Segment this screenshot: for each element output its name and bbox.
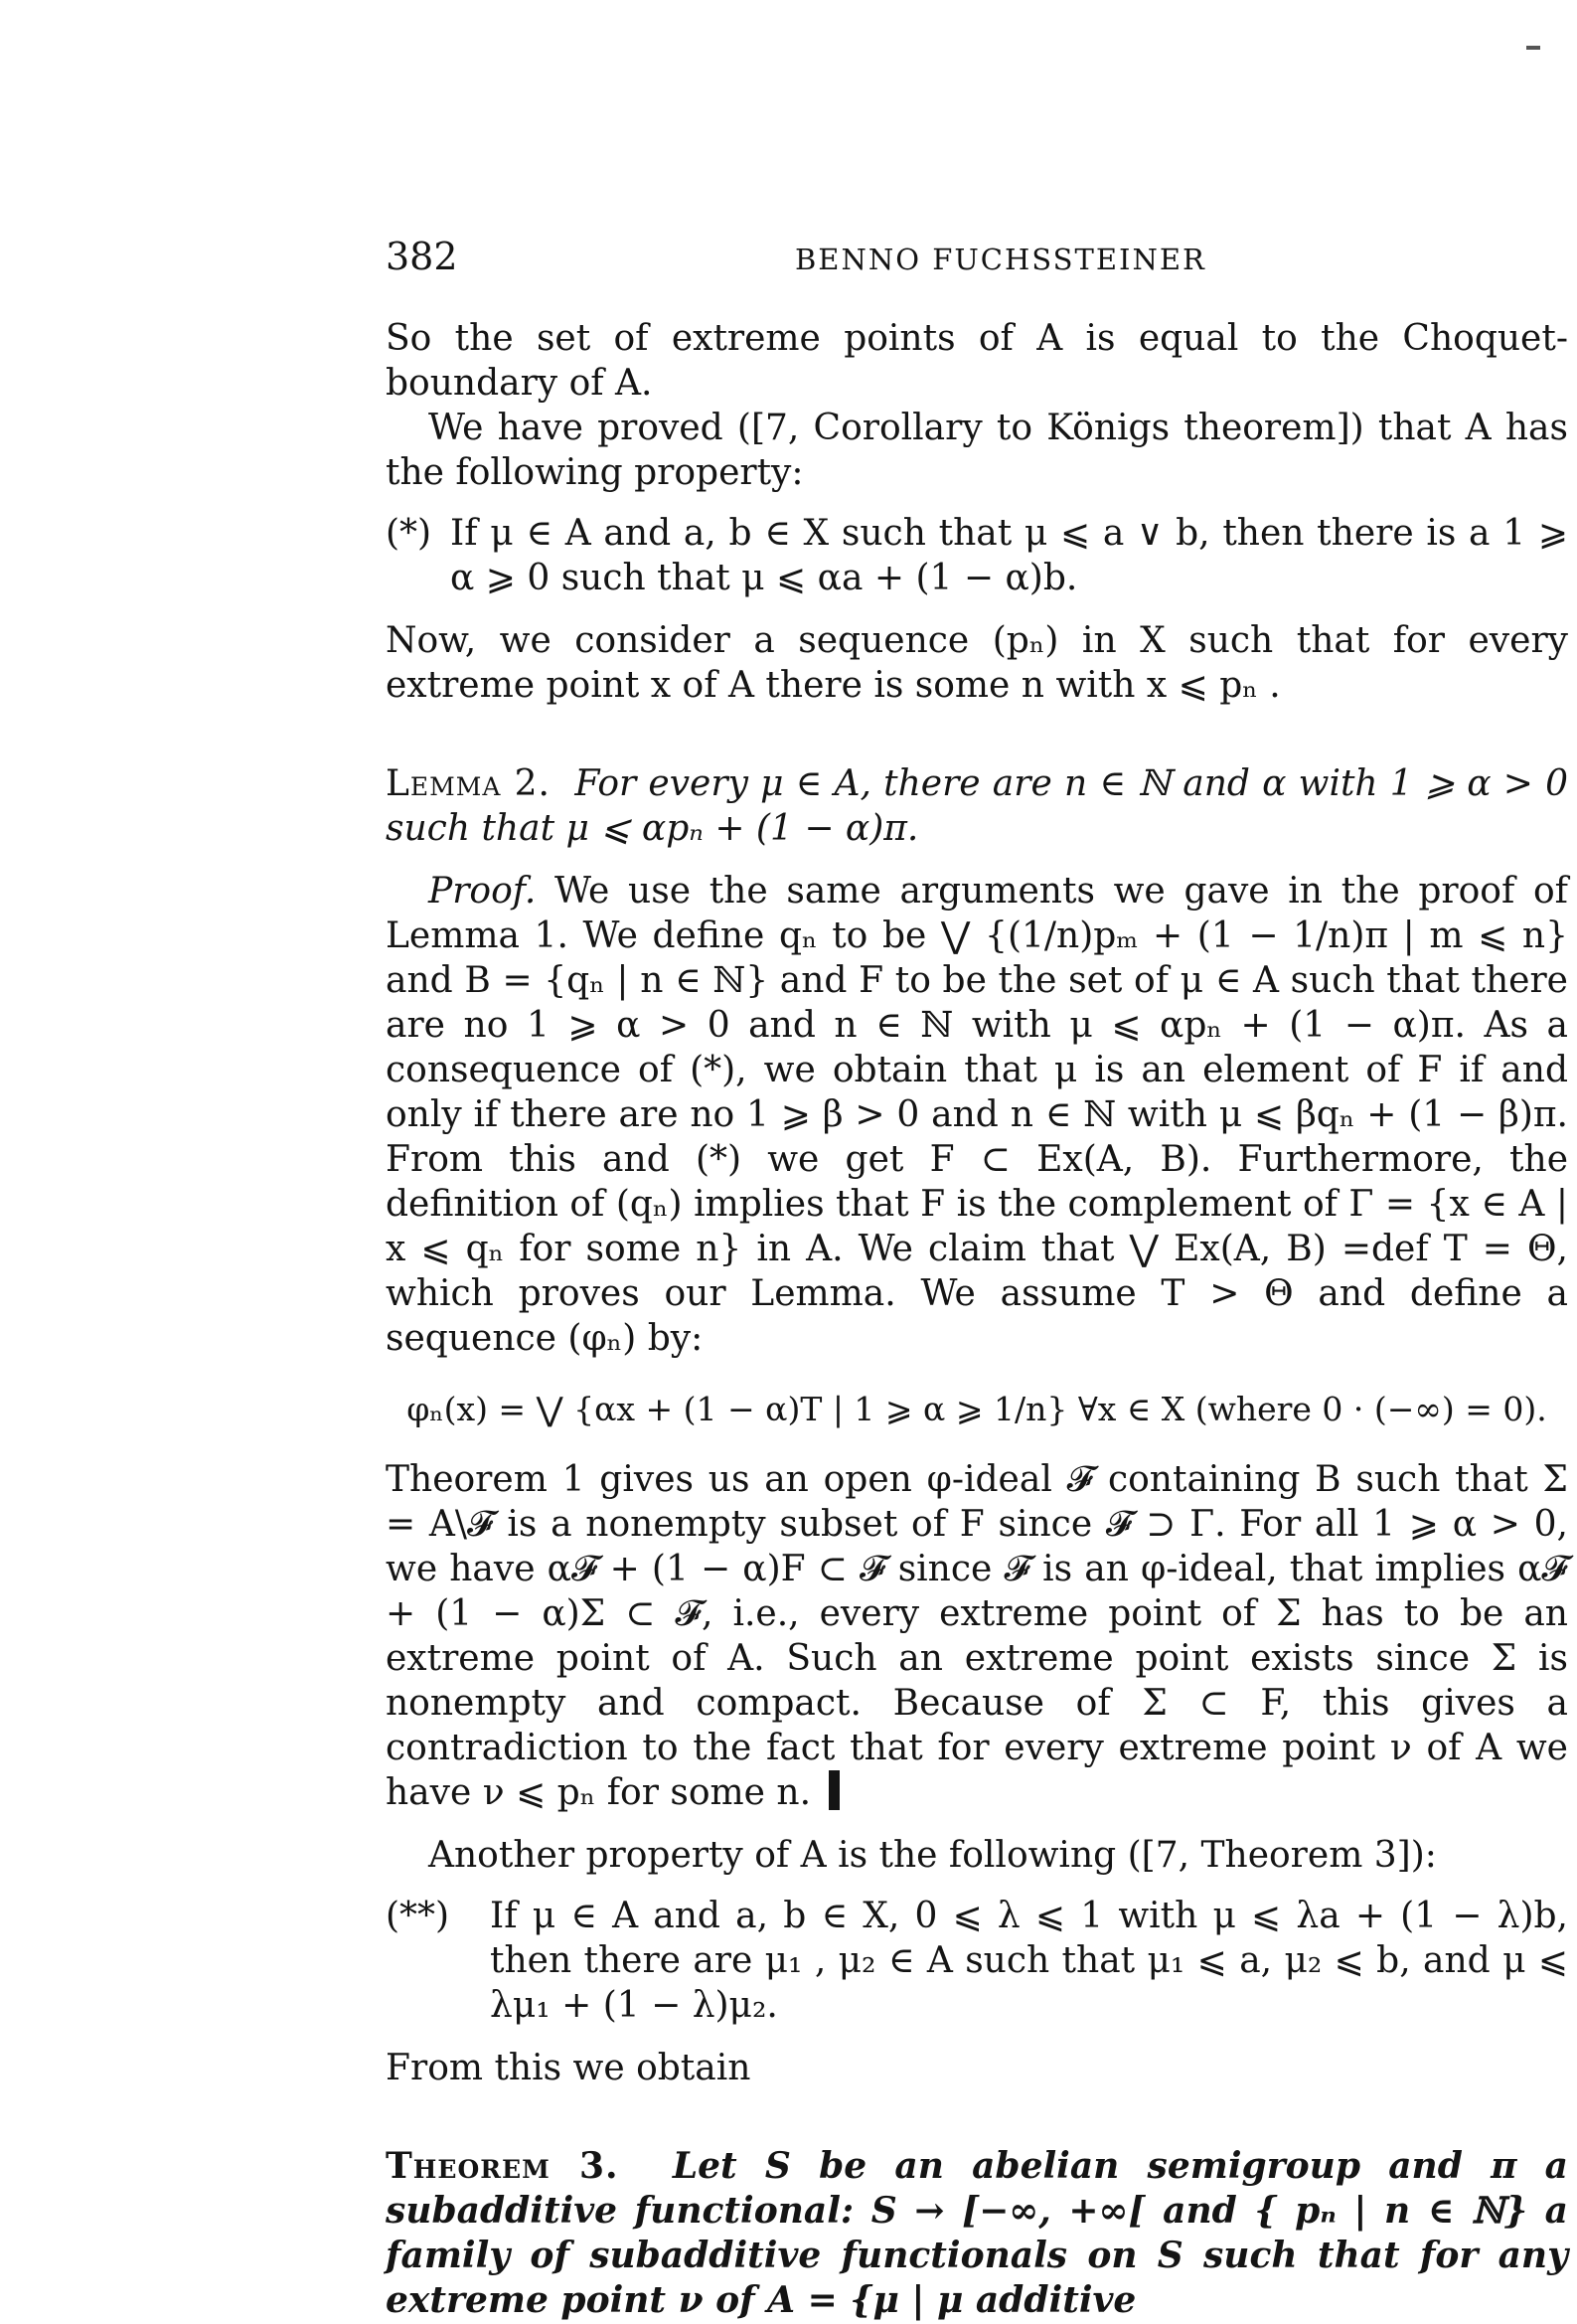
qed-icon bbox=[829, 1770, 840, 1810]
paragraph-choquet: So the set of extreme points of A is equal to the Choquet-boundary of A. bbox=[386, 318, 1568, 404]
body-text bbox=[386, 316, 1568, 2323]
lemma-label: Lemma 2. bbox=[386, 763, 551, 804]
paragraph-from-this: From this we obtain bbox=[386, 2048, 751, 2088]
condition-star-label: (*) bbox=[386, 513, 432, 554]
display-equation: φₙ(x) = ⋁ {αx + (1 − α)T | 1 ⩾ α ⩾ 1/n} ∀x ∈ X (where 0 · (−∞) = 0). bbox=[406, 1390, 1547, 1428]
condition-star-text: If μ ∈ A and a, b ∈ X such that μ ⩽ a ∨ b, then there is a 1 ⩾ α ⩾ 0 such that μ ⩽ αa + (1 − α)b. bbox=[450, 513, 1568, 598]
page-number: 382 bbox=[386, 235, 458, 278]
lemma-statement: For every μ ∈ A, there are n ∈ ℕ and α with 1 ⩾ α > 0 such that μ ⩽ αpₙ + (1 − α)π. bbox=[386, 763, 1569, 849]
condition-double-star-text: If μ ∈ A and a, b ∈ X, 0 ⩽ λ ⩽ 1 with μ ⩽ λa + (1 − λ)b, then there are μ₁ , μ₂ ∈ A such that μ₁ ⩽ a, μ₂ ⩽ b, and μ ⩽ λμ₁ + (1 − λ)μ₂. bbox=[490, 1896, 1568, 2026]
theorem-statement: Let S be an abelian semigroup and π a subadditive functional: S → [−∞, +∞[ and { pₙ | n ∈ ℕ} a family of subadditive functionals on S such that for any extreme point ν of A = {μ | μ additive bbox=[386, 2145, 1568, 2321]
condition-star bbox=[386, 511, 1568, 600]
condition-double-star bbox=[386, 1894, 1568, 2028]
condition-double-star-label: (**) bbox=[386, 1896, 450, 1936]
proof-label: Proof. bbox=[428, 871, 537, 912]
paragraph-theorem1-application bbox=[386, 1457, 1568, 1815]
scan-mark bbox=[1526, 46, 1540, 50]
running-title: BENNO FUCHSSTEINER bbox=[795, 243, 1206, 276]
theorem-label: Theorem 3. bbox=[386, 2145, 619, 2187]
paragraph-another-property: Another property of A is the following ([7, Theorem 3]): bbox=[428, 1835, 1437, 1876]
paragraph-sequence: Now, we consider a sequence (pₙ) in X such that for every extreme point x of A there is some n with x ⩽ pₙ . bbox=[386, 620, 1568, 706]
lemma-2 bbox=[386, 761, 1568, 851]
paragraph-property-intro: We have proved ([7, Corollary to Königs theorem]) that A has the following property: bbox=[386, 408, 1568, 493]
proof-text: We use the same arguments we gave in the proof of Lemma 1. We define qₙ to be ⋁ {(1/n)pₘ + (1 − 1/n)π | m ⩽ n} and B = {qₙ | n ∈ ℕ} and F to be the set of μ ∈ A such that there are no 1 ⩾ α > 0 and n ∈ ℕ with μ ⩽ αpₙ + (1 − α)π. As a consequence of (*), we obtain that μ is an element of F if and only if there are no 1 ⩾ β > 0 and n ∈ ℕ with μ ⩽ βqₙ + (1 − β)π. From this and (*) we get F ⊂ Ex(A, B). Furthermore, the definition of (qₙ) implies that F is the complement of Γ = {x ∈ A | x ⩽ qₙ for some n} in A. We claim that ⋁ Ex(A, B) =def T = Θ, which proves our Lemma. We assume T > Θ and define a sequence (φₙ) by: bbox=[386, 871, 1568, 1359]
theorem-3 bbox=[386, 2144, 1568, 2323]
proof bbox=[386, 869, 1568, 1361]
paragraph-theorem1-text: Theorem 1 gives us an open φ-ideal 𝓕 containing B such that Σ = A\𝓕 is a nonempty subset of F since 𝓕 ⊃ Γ. For all 1 ⩾ α > 0, we have α𝓕 + (1 − α)F ⊂ 𝓕 since 𝓕 is an φ-ideal, that implies α𝓕 + (1 − α)Σ ⊂ 𝓕, i.e., every extreme point of Σ has to be an extreme point of A. Such an extreme point exists since Σ is nonempty and compact. Because of Σ ⊂ F, this gives a contradiction to the fact that for every extreme point ν of A we have ν ⩽ pₙ for some n. bbox=[386, 1459, 1568, 1813]
running-header bbox=[386, 235, 1568, 284]
